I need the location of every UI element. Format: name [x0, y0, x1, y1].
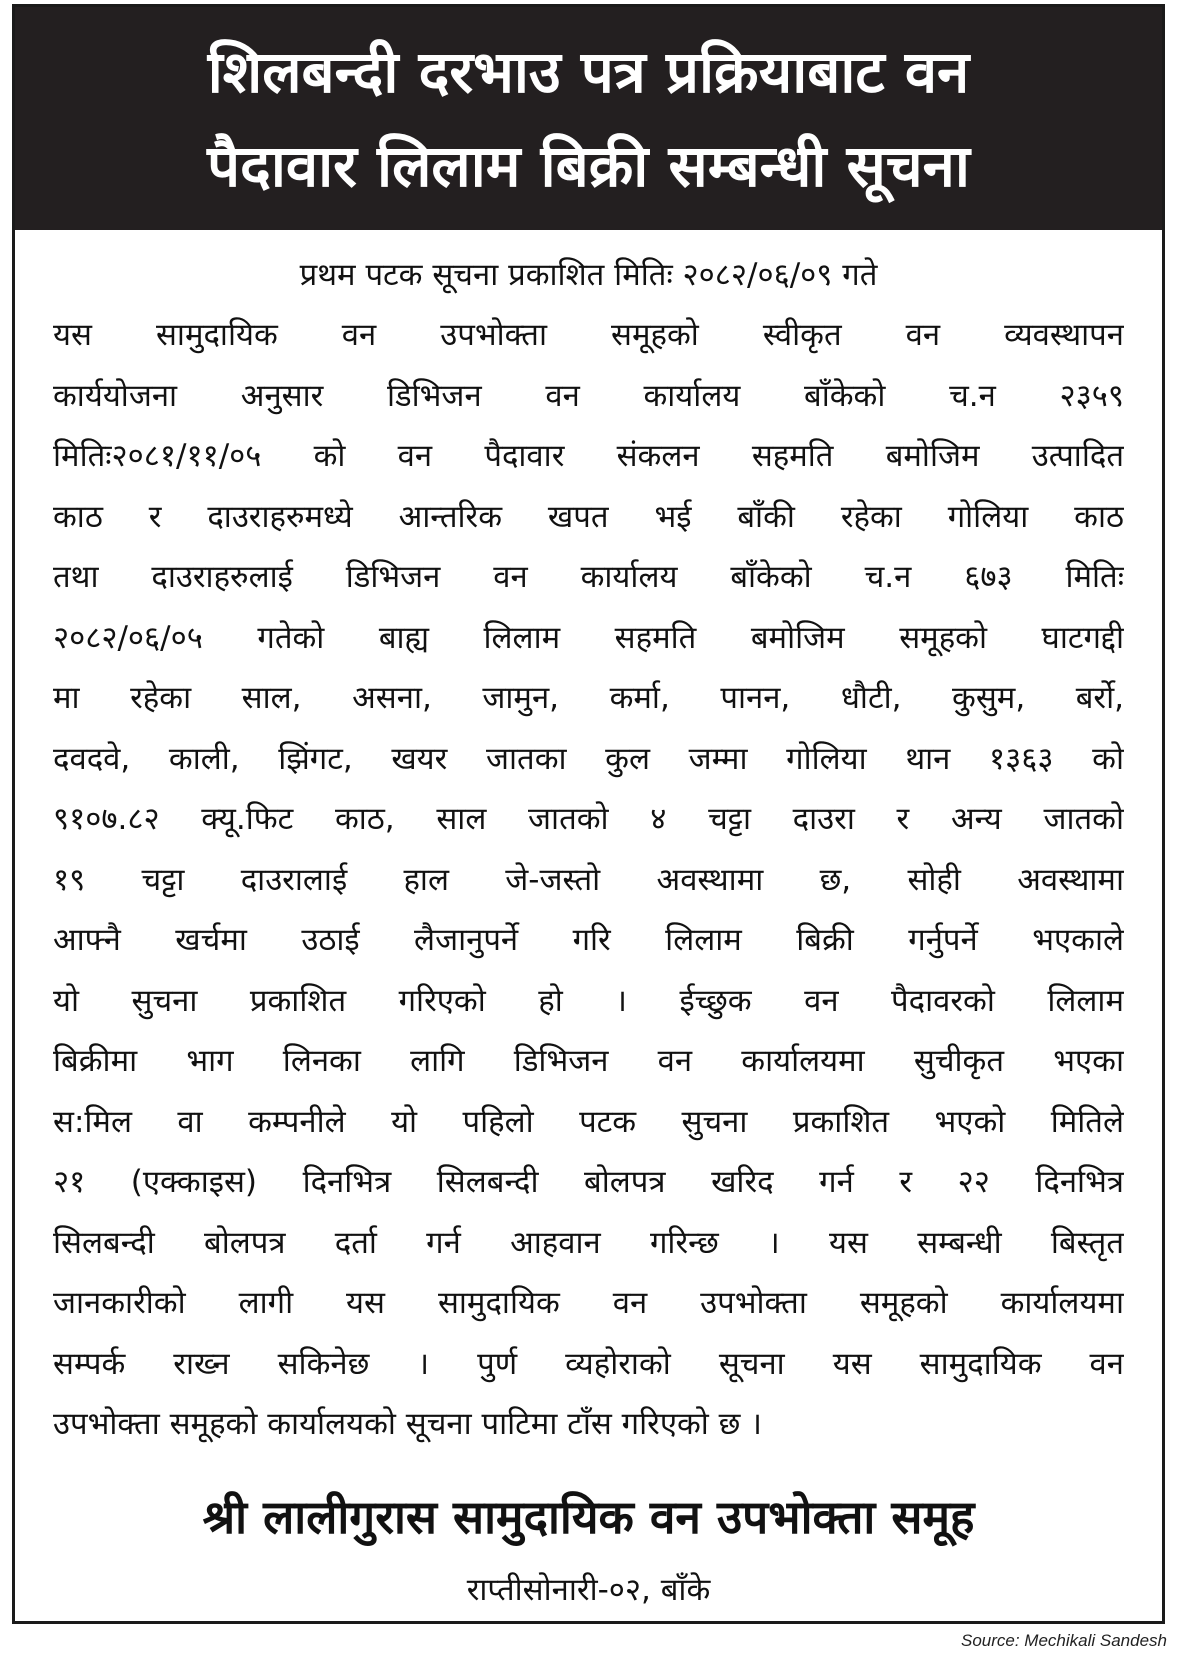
source-credit: Source: Mechikali Sandesh	[960, 1631, 1167, 1650]
organization-address: राप्तीसोनारी-०२, बाँके	[466, 1572, 711, 1608]
paragraph-line: सम्पर्क राख्न सकिनेछ । पुर्ण व्यहोराको सूचना यस सामुदायिक वन	[53, 1345, 1124, 1382]
notice-frame	[12, 4, 1165, 1624]
notice-paragraph	[53, 305, 1124, 1455]
paragraph-line: आफ्नै खर्चमा उठाई लैजानुपर्ने गरि लिलाम बिक्री गर्नुपर्ने भएकाले	[53, 922, 1124, 958]
paragraph-line: १९ चट्टा दाउरालाई हाल जे-जस्तो अवस्थामा छ, सोही अवस्थामा	[53, 861, 1124, 898]
paragraph-line: स:मिल वा कम्पनीले यो पहिलो पटक सुचना प्रकाशित भएको मितिले	[53, 1103, 1124, 1140]
paragraph-line: यो सुचना प्रकाशित गरिएको हो । ईच्छुक वन पैदावरको लिलाम	[53, 982, 1124, 1019]
paragraph-line: २१ (एक्काइस) दिनभित्र सिलबन्दी बोलपत्र खरिद गर्न र २२ दिनभित्र	[53, 1164, 1124, 1200]
notice-title-line-2: पैदावार लिलाम बिक्री सम्बन्धी सूचना	[207, 131, 970, 200]
paragraph-line: जानकारीको लागी यस सामुदायिक वन उपभोक्ता समूहको कार्यालयमा	[53, 1285, 1124, 1321]
notice-header	[15, 7, 1162, 230]
paragraph-line: सिलबन्दी बोलपत्र दर्ता गर्न आहवान गरिन्छ । यस सम्बन्धी बिस्तृत	[53, 1224, 1124, 1261]
paragraph-line: बिक्रीमा भाग लिनका लागि डिभिजन वन कार्यालयमा सुचीकृत भएका	[53, 1043, 1124, 1079]
paragraph-line: २०८२/०६/०५ गतेको बाह्य लिलाम सहमति बमोजिम समूहको घाटगद्दी	[53, 619, 1124, 656]
paragraph-line: उपभोक्ता समूहको कार्यालयको सूचना पाटिमा टाँस गरिएको छ ।	[53, 1406, 762, 1442]
paragraph-line: दवदवे, काली, झिंगट, खयर जातका कुल जम्मा गोलिया थान १३६३ को	[53, 740, 1124, 777]
paragraph-line: तथा दाउराहरुलाई डिभिजन वन कार्यालय बाँकेको च.न ६७३ मितिः	[53, 559, 1124, 595]
paragraph-line: मितिः२०८१/११/०५ को वन पैदावार संकलन सहमति बमोजिम उत्पादित	[53, 438, 1124, 474]
paragraph-line: मा रहेका साल, असना, जामुन, कर्मा, पानन, धौटी, कुसुम, बर्रो,	[53, 680, 1124, 716]
paragraph-line: ९१०७.८२ क्यू.फिट काठ, साल जातको ४ चट्टा दाउरा र अन्य जातको	[53, 801, 1124, 837]
published-date-line: प्रथम पटक सूचना प्रकाशित मितिः २०८२/०६/०९ गते	[299, 257, 878, 293]
notice-title-line-1: शिलबन्दी दरभाउ पत्र प्रक्रियाबाट वन	[207, 37, 970, 106]
organization-signature: श्री लालीगुरास सामुदायिक वन उपभोक्ता समूह	[202, 1490, 975, 1544]
notice-body	[53, 245, 1124, 1455]
paragraph-line: कार्ययोजना अनुसार डिभिजन वन कार्यालय बाँकेको च.न २३५९	[53, 377, 1124, 414]
paragraph-line: काठ र दाउराहरुमध्ये आन्तरिक खपत भई बाँकी रहेका गोलिया काठ	[53, 498, 1124, 535]
paragraph-line: यस सामुदायिक वन उपभोक्ता समूहको स्वीकृत वन व्यवस्थापन	[53, 317, 1124, 353]
